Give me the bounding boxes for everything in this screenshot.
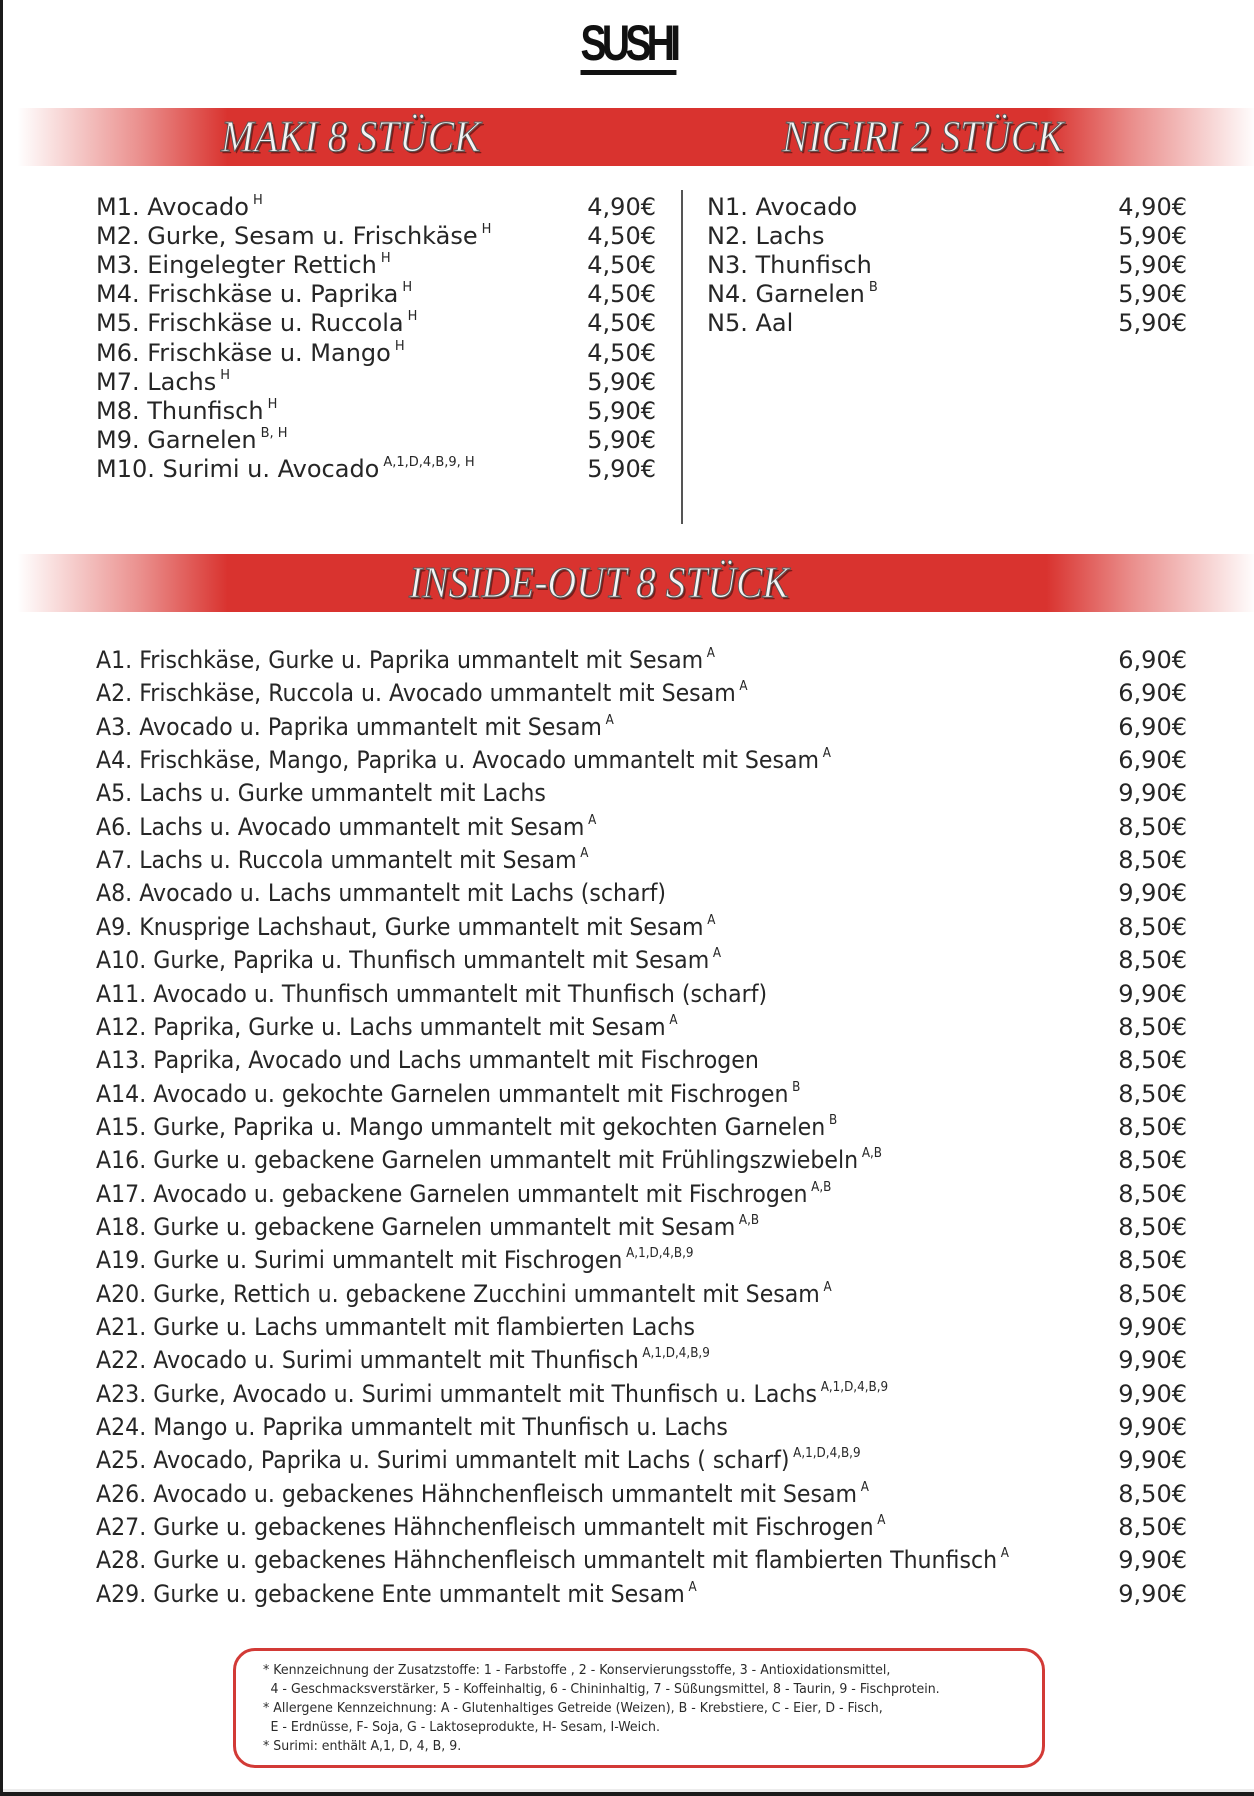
page-title: SUSHI	[581, 18, 677, 75]
item-price: 8,50€	[1118, 946, 1187, 975]
item-title: Avocado u. Thunfisch ummantelt mit Thunfisch (scharf)	[153, 979, 768, 1008]
item-price: 5,90€	[1118, 222, 1187, 251]
allergen-codes: A,B	[738, 1212, 760, 1228]
item-price: 8,50€	[1118, 1079, 1187, 1108]
menu-page	[3, 0, 1254, 1789]
item-title: Frischkäse, Mango, Paprika u. Avocado ummantelt mit Sesam	[139, 746, 820, 775]
item-title: Avocado	[147, 193, 249, 221]
item-name	[96, 1544, 1009, 1581]
item-price: 9,90€	[1118, 1313, 1187, 1341]
allergen-codes: A	[1000, 1546, 1009, 1562]
item-price: 8,50€	[1118, 812, 1187, 841]
item-code: A26.	[96, 1479, 147, 1508]
menu-item	[96, 944, 1187, 977]
item-code: A7.	[96, 846, 133, 875]
item-title: Lachs u. Ruccola ummantelt mit Sesam	[139, 846, 577, 875]
item-code: A19.	[96, 1246, 147, 1275]
item-code: A22.	[96, 1346, 147, 1375]
item-code: A11.	[96, 979, 147, 1008]
item-price: 9,90€	[1118, 879, 1187, 908]
item-title: Gurke, Avocado u. Surimi ummantelt mit Thunfisch u. Lachs	[153, 1379, 818, 1408]
item-title: Gurke u. Surimi ummantelt mit Fischrogen	[153, 1246, 623, 1275]
item-code: M4.	[96, 280, 140, 309]
item-price: 8,50€	[1118, 1046, 1187, 1075]
item-name	[96, 844, 588, 881]
item-title: Thunfisch	[755, 251, 872, 280]
allergen-codes: H	[252, 193, 263, 208]
item-price: 6,90€	[1118, 746, 1187, 775]
allergen-codes: A	[688, 1579, 697, 1595]
item-price: 8,50€	[1118, 1146, 1187, 1175]
menu-item	[96, 453, 656, 486]
item-code: A17.	[96, 1179, 147, 1208]
allergen-codes: H	[481, 222, 492, 238]
item-title: Thunfisch	[147, 396, 264, 425]
item-title: Mango u. Paprika ummantelt mit Thunfisch u. Lachs	[153, 1413, 728, 1442]
allergen-codes: B	[828, 1112, 838, 1128]
item-name	[96, 1078, 800, 1115]
item-price: 5,90€	[587, 367, 656, 396]
item-name	[707, 220, 825, 253]
item-code: A3.	[96, 712, 133, 741]
item-code: M9.	[96, 425, 140, 454]
allergen-codes: A	[580, 846, 589, 862]
insideout-banner	[17, 554, 1254, 612]
allergen-codes: A	[860, 1479, 869, 1495]
item-code: N2.	[707, 222, 748, 251]
item-name	[96, 1344, 710, 1381]
page-title-wrap	[3, 15, 1254, 75]
item-code: M5.	[96, 309, 140, 338]
menu-item	[96, 307, 656, 340]
allergen-codes: H	[220, 367, 231, 383]
item-name	[96, 644, 715, 681]
menu-item	[96, 811, 1187, 844]
allergen-codes: H	[267, 396, 278, 412]
item-price: 9,90€	[1118, 979, 1187, 1008]
item-price: 5,90€	[587, 454, 656, 483]
item-code: M1.	[96, 193, 140, 221]
item-title: Frischkäse u. Paprika	[147, 280, 399, 309]
allergen-codes: B	[868, 280, 878, 296]
menu-item	[96, 1111, 1187, 1144]
item-name	[96, 1411, 728, 1444]
menu-item	[96, 1344, 1187, 1377]
item-name	[96, 1311, 695, 1344]
menu-item	[96, 978, 1187, 1011]
allergen-codes: H	[407, 309, 418, 325]
item-title: Avocado u. Lachs ummantelt mit Lachs (scharf)	[139, 879, 666, 908]
item-price: 4,90€	[587, 193, 656, 221]
item-price: 5,90€	[1118, 251, 1187, 280]
item-title: Paprika, Avocado und Lachs ummantelt mit Fischrogen	[153, 1046, 759, 1075]
item-price: 9,90€	[1118, 1579, 1187, 1608]
item-title: Surimi u. Avocado	[162, 454, 380, 483]
page-edge	[3, 1789, 1254, 1792]
item-code: A14.	[96, 1079, 147, 1108]
item-code: A24.	[96, 1413, 147, 1442]
menu-item	[707, 249, 1187, 282]
item-title: Avocado u. Paprika ummantelt mit Sesam	[139, 712, 602, 741]
menu-item	[96, 424, 656, 457]
item-code: N1.	[707, 193, 748, 221]
item-price: 8,50€	[1118, 1279, 1187, 1308]
item-name	[96, 1144, 882, 1181]
menu-item	[96, 1178, 1187, 1211]
item-price: 8,50€	[1118, 1212, 1187, 1241]
item-price: 8,50€	[1118, 1179, 1187, 1208]
allergen-codes: A	[739, 679, 748, 695]
allergen-codes: A	[712, 946, 722, 962]
note-line: E - Erdnüsse, F- Soja, G - Laktoseprodukte, H- Sesam, I-Weich.	[270, 1719, 660, 1735]
item-title: Lachs u. Gurke ummantelt mit Lachs	[139, 779, 546, 808]
item-code: A13.	[96, 1046, 147, 1075]
item-title: Knusprige Lachshaut, Gurke ummantelt mit Sesam	[139, 912, 704, 941]
item-name	[96, 1244, 694, 1281]
item-title: Avocado u. gebackenes Hähnchenfleisch ummantelt mit Sesam	[153, 1479, 858, 1508]
allergen-codes: B, H	[260, 425, 288, 441]
item-title: Gurke u. gebackene Ente ummantelt mit Sesam	[153, 1579, 685, 1608]
item-name	[96, 1478, 869, 1515]
menu-item	[96, 278, 656, 311]
allergen-codes: A	[588, 812, 597, 828]
item-code: A2.	[96, 679, 133, 708]
item-title: Lachs u. Avocado ummantelt mit Sesam	[139, 812, 585, 841]
item-title: Avocado, Paprika u. Surimi ummantelt mit Lachs ( scharf)	[153, 1446, 790, 1475]
item-code: M7.	[96, 367, 140, 396]
item-title: Aal	[755, 309, 794, 338]
item-code: A1.	[96, 646, 133, 674]
item-title: Frischkäse, Gurke u. Paprika ummantelt mit Sesam	[139, 646, 704, 674]
item-title: Gurke u. gebackene Garnelen ummantelt mit Frühlingszwiebeln	[153, 1146, 859, 1175]
note-line: * Surimi: enthält A,1, D, 4, B, 9.	[263, 1738, 462, 1754]
allergen-codes: A,1,D,4,B,9, H	[383, 454, 475, 470]
item-name	[96, 744, 831, 781]
menu-item	[96, 1011, 1187, 1044]
allergen-codes: A,1,D,4,B,9	[626, 1246, 694, 1262]
item-price: 4,50€	[587, 222, 656, 251]
allergen-codes: A,B	[861, 1146, 883, 1162]
item-title: Frischkäse, Ruccola u. Avocado ummantelt mit Sesam	[139, 679, 736, 708]
allergen-codes: A	[707, 912, 716, 928]
item-code: A4.	[96, 746, 133, 775]
item-price: 4,50€	[587, 338, 656, 367]
item-name	[96, 1378, 888, 1415]
note-line: 4 - Geschmacksverstärker, 5 - Koffeinhaltig, 6 - Chininhaltig, 7 - Süßungsmittel, 8 - Taurin, 9 - Fischprotein.	[270, 1681, 940, 1697]
item-name	[96, 811, 596, 848]
item-title: Gurke u. gebackene Garnelen ummantelt mit Sesam	[153, 1212, 736, 1241]
menu-item	[96, 844, 1187, 877]
item-price: 4,50€	[587, 309, 656, 338]
maki-nigiri-banner	[17, 108, 1254, 166]
item-price: 9,90€	[1118, 1413, 1187, 1442]
menu-item	[96, 1478, 1187, 1511]
item-title: Paprika, Gurke u. Lachs ummantelt mit Sesam	[153, 1012, 666, 1041]
menu-item	[96, 677, 1187, 710]
item-code: M10.	[96, 454, 155, 483]
menu-item	[96, 366, 656, 399]
menu-item	[96, 395, 656, 428]
item-code: A15.	[96, 1112, 147, 1141]
item-code: A9.	[96, 912, 133, 941]
item-code: A16.	[96, 1146, 147, 1175]
note-line: * Allergene Kennzeichnung: A - Glutenhaltiges Getreide (Weizen), B - Krebstiere, C - Eier, D - Fisch,	[263, 1700, 883, 1716]
item-name	[96, 877, 666, 910]
item-price: 6,90€	[1118, 712, 1187, 741]
column-divider	[681, 190, 683, 524]
menu-item	[96, 777, 1187, 810]
allergen-codes: A	[877, 1513, 886, 1529]
allergen-codes: A	[669, 1012, 678, 1028]
item-price: 5,90€	[1118, 280, 1187, 309]
item-code: A28.	[96, 1546, 147, 1575]
item-code: M2.	[96, 222, 140, 251]
item-code: A10.	[96, 946, 147, 975]
item-code: A29.	[96, 1579, 147, 1608]
item-title: Lachs	[755, 222, 825, 251]
item-price: 5,90€	[587, 396, 656, 425]
item-name	[707, 307, 793, 340]
item-title: Gurke, Sesam u. Frischkäse	[147, 222, 478, 251]
item-price: 9,90€	[1118, 1546, 1187, 1575]
allergen-codes: H	[380, 251, 391, 267]
menu-item	[96, 744, 1187, 777]
allergen-codes: A,1,D,4,B,9	[793, 1446, 861, 1462]
allergen-codes: A	[605, 712, 614, 728]
menu-item	[96, 1144, 1187, 1177]
maki-heading: MAKI 8 STÜCK	[221, 112, 481, 161]
note-line: * Kennzeichnung der Zusatzstoffe: 1 - Farbstoffe , 2 - Konservierungsstoffe, 3 - Antioxidationsmittel,	[263, 1662, 891, 1678]
menu-item	[96, 337, 656, 370]
item-code: A12.	[96, 1012, 147, 1041]
item-name	[96, 944, 721, 981]
item-name	[96, 453, 475, 490]
menu-item	[96, 1078, 1187, 1111]
allergen-codes: A	[706, 646, 715, 661]
item-name	[96, 978, 767, 1011]
item-price: 4,50€	[587, 280, 656, 309]
item-name	[96, 1278, 832, 1315]
item-name	[96, 911, 715, 948]
item-name	[96, 1111, 837, 1148]
item-name	[96, 1211, 759, 1248]
item-name	[96, 1178, 831, 1215]
item-code: A6.	[96, 812, 133, 841]
item-code: A18.	[96, 1212, 147, 1241]
item-title: Eingelegter Rettich	[147, 251, 377, 280]
menu-item	[96, 191, 656, 224]
item-code: M3.	[96, 251, 140, 280]
item-code: A23.	[96, 1379, 147, 1408]
menu-item	[707, 220, 1187, 253]
menu-item	[96, 1278, 1187, 1311]
allergen-codes: A,B	[811, 1179, 832, 1195]
allergen-codes: H	[402, 280, 413, 296]
item-name	[707, 249, 872, 282]
additives-allergens-note	[233, 1648, 1045, 1768]
menu-item	[96, 1378, 1187, 1411]
item-price: 6,90€	[1118, 646, 1187, 674]
menu-item	[96, 1211, 1187, 1244]
menu-item	[96, 711, 1187, 744]
menu-item	[96, 1244, 1187, 1277]
insideout-heading: INSIDE-OUT 8 STÜCK	[409, 558, 789, 607]
item-price: 5,90€	[587, 425, 656, 454]
item-title: Gurke, Paprika u. Thunfisch ummantelt mit Sesam	[153, 946, 710, 975]
item-code: A21.	[96, 1313, 147, 1341]
item-title: Gurke u. gebackenes Hähnchenfleisch ummantelt mit flambierten Thunfisch	[153, 1546, 998, 1575]
item-title: Avocado	[755, 193, 858, 221]
item-price: 9,90€	[1118, 1346, 1187, 1375]
item-price: 4,90€	[1118, 193, 1187, 221]
menu-item	[707, 191, 1187, 224]
item-code: M8.	[96, 396, 140, 425]
menu-item	[96, 1578, 1187, 1611]
item-name	[96, 1511, 886, 1548]
item-code: M6.	[96, 338, 140, 367]
menu-item	[96, 220, 656, 253]
menu-item	[96, 911, 1187, 944]
item-price: 8,50€	[1118, 1479, 1187, 1508]
item-code: A5.	[96, 779, 133, 808]
item-code: A8.	[96, 879, 133, 908]
menu-item	[96, 644, 1187, 677]
item-name	[96, 1011, 678, 1048]
menu-item	[96, 1411, 1187, 1444]
item-name	[96, 677, 748, 714]
item-title: Frischkäse u. Mango	[147, 338, 391, 367]
item-price: 9,90€	[1118, 1446, 1187, 1475]
item-price: 5,90€	[1118, 309, 1187, 338]
menu-item	[96, 249, 656, 282]
item-title: Avocado u. Surimi ummantelt mit Thunfisch	[153, 1346, 639, 1375]
item-code: N4.	[707, 280, 748, 309]
item-code: A25.	[96, 1446, 147, 1475]
item-price: 8,50€	[1118, 1012, 1187, 1041]
item-title: Avocado u. gekochte Garnelen ummantelt mit Fischrogen	[153, 1079, 789, 1108]
item-name	[96, 777, 546, 810]
allergen-codes: B	[792, 1079, 801, 1095]
menu-item	[96, 1544, 1187, 1577]
item-title: Gurke, Rettich u. gebackene Zucchini ummantelt mit Sesam	[153, 1279, 820, 1308]
item-price: 8,50€	[1118, 846, 1187, 875]
item-name	[96, 1578, 697, 1615]
allergen-codes: A	[822, 746, 831, 762]
item-price: 8,50€	[1118, 1112, 1187, 1141]
item-title: Garnelen	[755, 280, 865, 309]
item-price: 8,50€	[1118, 1246, 1187, 1275]
item-price: 6,90€	[1118, 679, 1187, 708]
item-code: A27.	[96, 1513, 147, 1542]
item-price: 9,90€	[1118, 1379, 1187, 1408]
item-name	[96, 1044, 759, 1077]
item-title: Gurke u. Lachs ummantelt mit flambierten Lachs	[153, 1313, 695, 1341]
item-title: Gurke, Paprika u. Mango ummantelt mit gekochten Garnelen	[153, 1112, 826, 1141]
item-title: Avocado u. gebackene Garnelen ummantelt mit Fischrogen	[153, 1179, 808, 1208]
menu-item	[96, 1311, 1187, 1344]
menu-item	[96, 1511, 1187, 1544]
menu-item	[96, 1444, 1187, 1477]
menu-item	[96, 1044, 1187, 1077]
allergen-codes: A	[823, 1279, 832, 1295]
menu-item	[707, 278, 1187, 311]
menu-item	[707, 307, 1187, 340]
item-title: Garnelen	[147, 425, 257, 454]
item-name	[707, 191, 857, 224]
item-price: 8,50€	[1118, 1513, 1187, 1542]
item-code: A20.	[96, 1279, 147, 1308]
allergen-codes: H	[394, 338, 405, 354]
nigiri-heading: NIGIRI 2 STÜCK	[782, 112, 1064, 161]
allergen-codes: A,1,D,4,B,9	[642, 1346, 710, 1362]
item-name	[96, 1444, 861, 1481]
item-price: 9,90€	[1118, 779, 1187, 808]
item-price: 4,50€	[587, 251, 656, 280]
item-title: Gurke u. gebackenes Hähnchenfleisch ummantelt mit Fischrogen	[153, 1513, 874, 1542]
item-name	[96, 711, 614, 748]
item-code: N5.	[707, 309, 748, 338]
item-title: Frischkäse u. Ruccola	[147, 309, 404, 338]
item-price: 8,50€	[1118, 912, 1187, 941]
menu-item	[96, 877, 1187, 910]
item-title: Lachs	[147, 367, 217, 396]
allergen-codes: A,1,D,4,B,9	[820, 1379, 889, 1395]
item-code: N3.	[707, 251, 748, 280]
